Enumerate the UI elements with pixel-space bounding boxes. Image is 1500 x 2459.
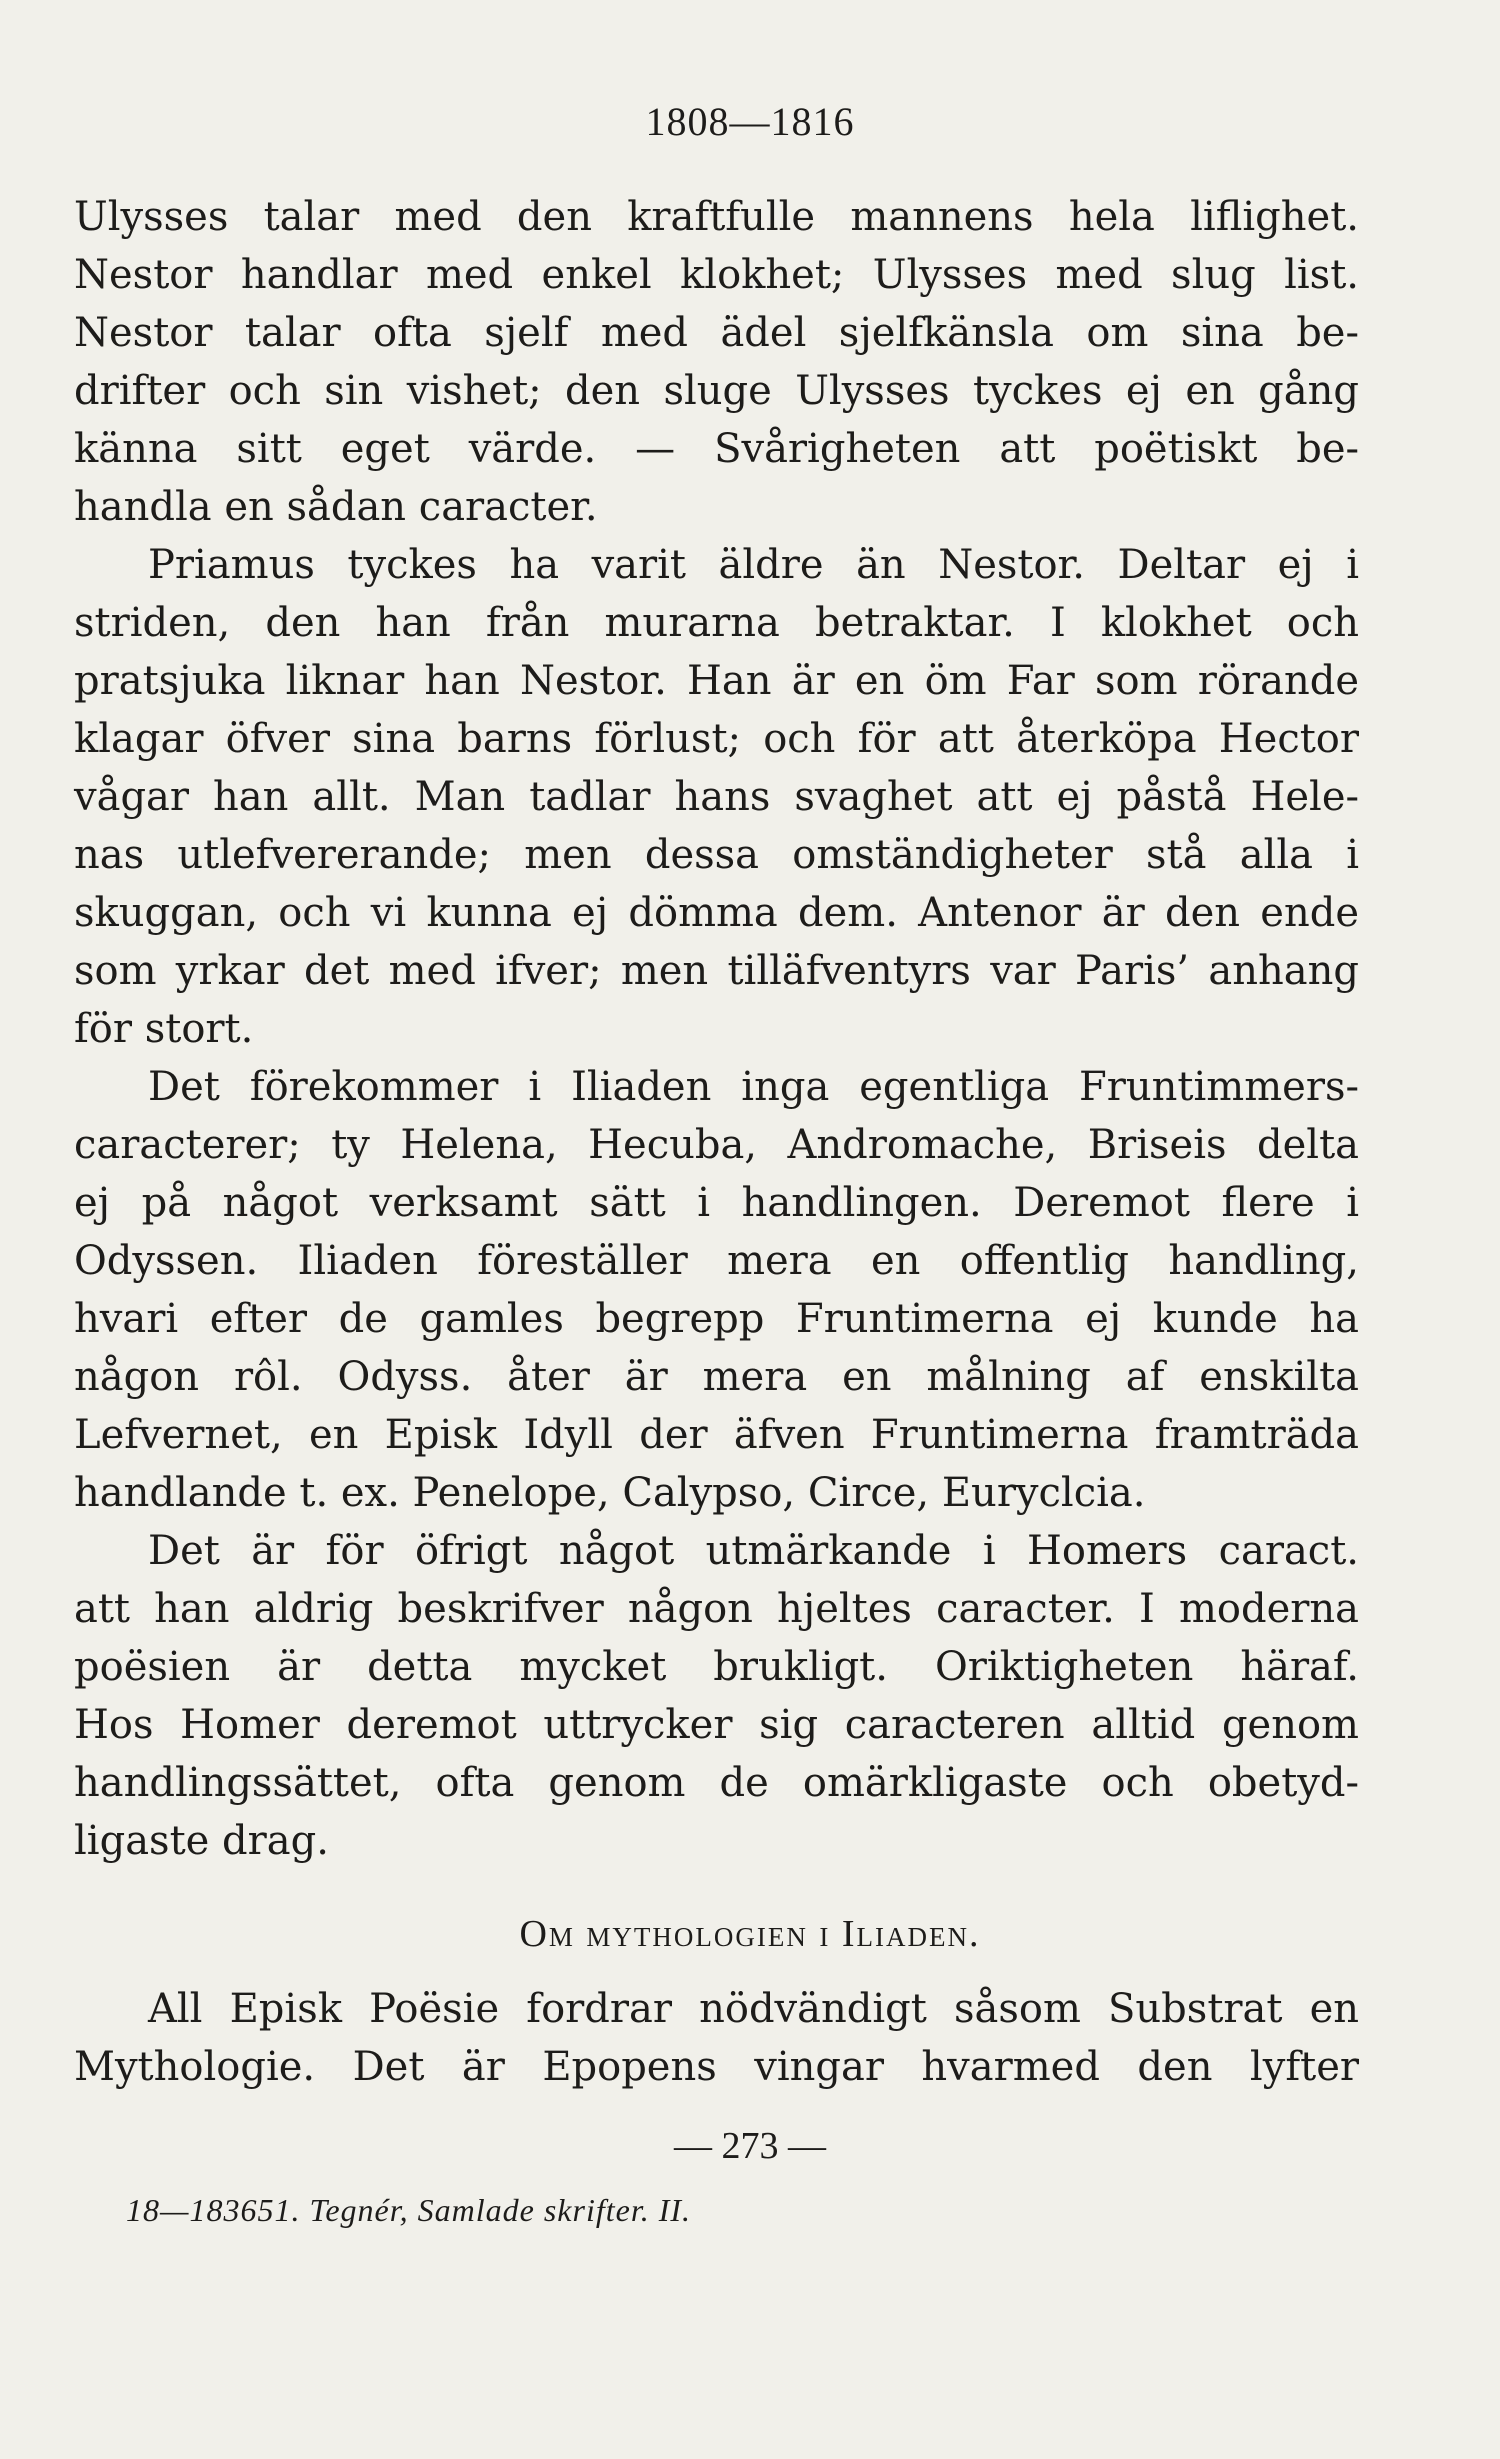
- text-line: Odyssen. Iliaden föreställer mera en offentlig handling,: [74, 1238, 1359, 1284]
- text-line: Nestor talar ofta sjelf med ädel sjelfkänsla om sina be-: [74, 310, 1359, 356]
- page-number: — 273 —: [674, 2125, 826, 2167]
- text-line: handla en sådan caracter.: [74, 484, 598, 530]
- text-line: någon rôl. Odyss. åter är mera en målning af enskilta: [74, 1354, 1359, 1400]
- text-line: drifter och sin vishet; den sluge Ulysses tyckes ej en gång: [74, 368, 1359, 414]
- section-heading: Om mythologien i Iliaden.: [519, 1913, 981, 1955]
- text-line: vågar han allt. Man tadlar hans svaghet att ej påstå Hele-: [74, 774, 1359, 820]
- text-line: poësien är detta mycket brukligt. Oriktigheten häraf.: [74, 1644, 1359, 1690]
- body-text-bottom: [74, 1980, 1359, 2096]
- text-line: ej på något verksamt sätt i handlingen. Deremot flere i: [74, 1180, 1359, 1226]
- text-line: Det är för öfrigt något utmärkande i Homers caract.: [148, 1528, 1359, 1574]
- text-line: caracterer; ty Helena, Hecuba, Andromache, Briseis delta: [74, 1122, 1359, 1168]
- text-line: som yrkar det med ifver; men tilläfventyrs var Paris’ anhang: [74, 948, 1359, 994]
- text-line: Det förekommer i Iliaden inga egentliga Fruntimmers-: [148, 1064, 1359, 1110]
- text-line: att han aldrig beskrifver någon hjeltes caracter. I moderna: [74, 1586, 1359, 1632]
- text-line: klagar öfver sina barns förlust; och för att återköpa Hector: [74, 716, 1359, 762]
- text-line: hvari efter de gamles begrepp Fruntimerna ej kunde ha: [74, 1296, 1359, 1342]
- text-line: handlingssättet, ofta genom de omärkligaste och obetyd-: [74, 1760, 1359, 1806]
- printer-imprint: 18—183651. Tegnér, Samlade skrifter. II.: [126, 2192, 692, 2228]
- text-line: Hos Homer deremot uttrycker sig caracteren alltid genom: [74, 1702, 1359, 1748]
- body-text-top: [74, 188, 1359, 1870]
- text-line: Priamus tyckes ha varit äldre än Nestor. Deltar ej i: [148, 542, 1359, 588]
- text-line: Ulysses talar med den kraftfulle mannens hela liflighet.: [74, 194, 1359, 240]
- text-line: för stort.: [74, 1006, 254, 1052]
- text-line: Lefvernet, en Episk Idyll der äfven Fruntimerna framträda: [74, 1412, 1359, 1458]
- text-line: pratsjuka liknar han Nestor. Han är en öm Far som rörande: [74, 658, 1359, 704]
- text-line: handlande t. ex. Penelope, Calypso, Circe, Euryclcia.: [74, 1470, 1146, 1516]
- text-line: ligaste drag.: [74, 1818, 329, 1864]
- text-line: nas utlefvererande; men dessa omständigheter stå alla i: [74, 832, 1359, 878]
- text-line: All Episk Poësie fordrar nödvändigt såsom Substrat en: [148, 1986, 1359, 2032]
- text-line: skuggan, och vi kunna ej dömma dem. Antenor är den ende: [74, 890, 1359, 936]
- text-line: känna sitt eget värde. — Svårigheten att poëtiskt be-: [74, 426, 1359, 472]
- text-line: striden, den han från murarna betraktar. I klokhet och: [74, 600, 1359, 646]
- text-line: Nestor handlar med enkel klokhet; Ulysses med slug list.: [74, 252, 1359, 298]
- running-head: 1808—1816: [645, 99, 855, 144]
- text-line: Mythologie. Det är Epopens vingar hvarmed den lyfter: [74, 2044, 1359, 2090]
